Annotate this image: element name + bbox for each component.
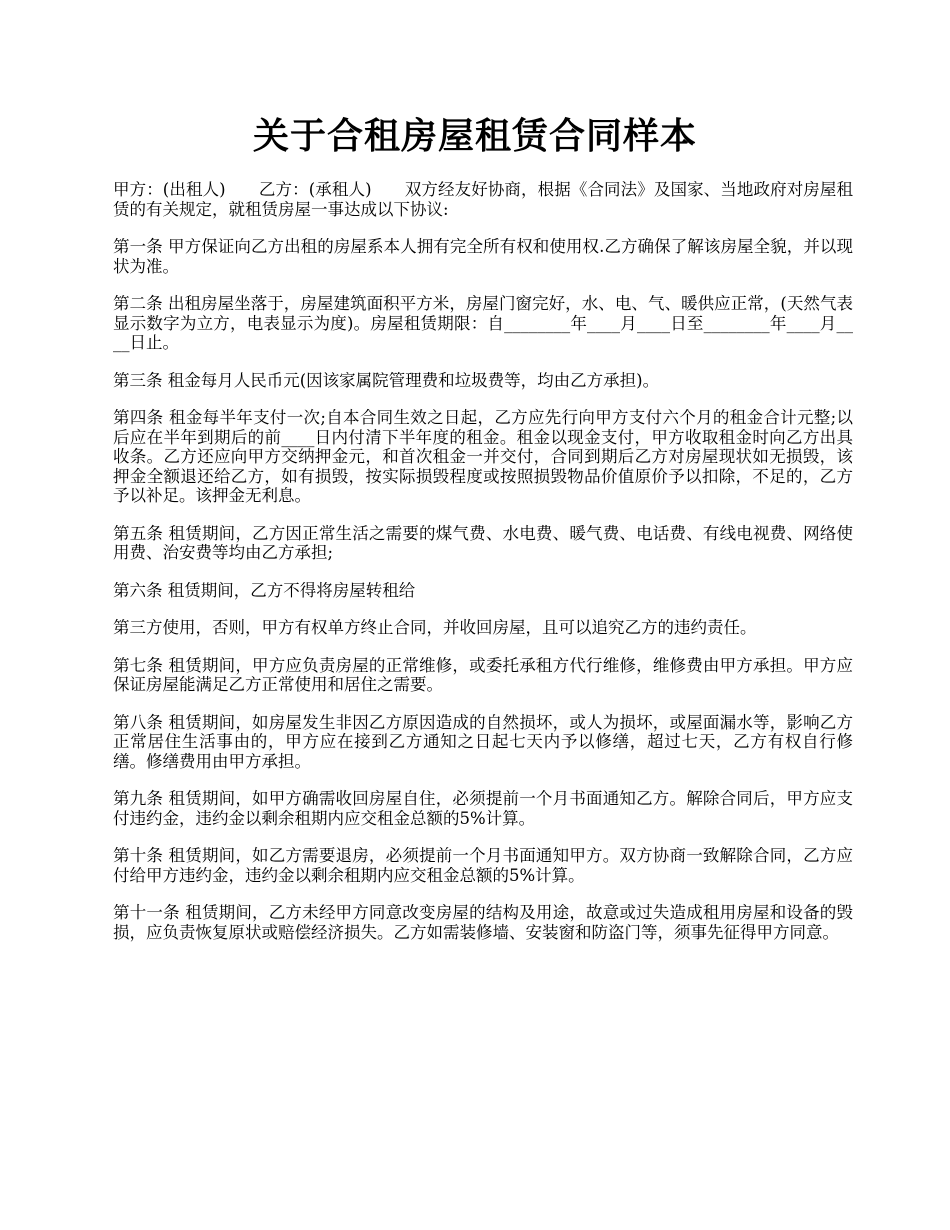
document-body [113,180,853,960]
paragraph-article-6: 第六条 租赁期间，乙方不得将房屋转租给 [113,580,416,600]
paragraph-preamble: 甲方：(出租人) 乙方：(承租人) 双方经友好协商，根据《合同法》及国家、当地政府对房屋租赁的有关规定，就租赁房屋一事达成以下协议: [113,180,853,219]
paragraph-article-4: 第四条 租金每半年支付一次;自本合同生效之日起，乙方应先行向甲方支付六个月的租金合计元整;以后应在半年到期后的前____日内付清下半年度的租金。租金以现金支付，甲方收取租金时向乙方出具收条。乙方还应向甲方交纳押金元，和首次租金一并交付，合同到期后乙方对房屋现状如无损毁，该押金全额退还给乙方，如有损毁，按实际损毁程度或按照损毁物品价值原价予以扣除，不足的，乙方予以补足。该押金无利息。 [113,408,853,505]
paragraph-article-6-continued: 第三方使用，否则，甲方有权单方终止合同，并收回房屋，且可以追究乙方的违约责任。 [113,618,757,637]
paragraph-article-10: 第十条 租赁期间，如乙方需要退房，必须提前一个月书面通知甲方。双方协商一致解除合同，乙方应付给甲方违约金，违约金以剩余租期内应交租金总额的5%计算。 [113,846,853,885]
document-title: 关于合租房屋租赁合同样本 [252,115,697,157]
paragraph-article-5: 第五条 租赁期间，乙方因正常生活之需要的煤气费、水电费、暖气费、电话费、有线电视费、网络使用费、治安费等均由乙方承担; [113,523,853,562]
paragraph-article-9: 第九条 租赁期间，如甲方确需收回房屋自住，必须提前一个月书面通知乙方。解除合同后，甲方应支付违约金，违约金以剩余租期内应交租金总额的5%计算。 [113,789,853,828]
paragraph-article-3: 第三条 租金每月人民币元(因该家属院管理费和垃圾费等，均由乙方承担)。 [113,370,660,390]
paragraph-article-2: 第二条 出租房屋坐落于，房屋建筑面积平方米，房屋门窗完好，水、电、气、暖供应正常，(天然气表显示数字为立方，电表显示为度)。房屋租赁期限：自________年____月____日至________年____月____日止。 [113,294,853,352]
paragraph-article-11: 第十一条 租赁期间，乙方未经甲方同意改变房屋的结构及用途，故意或过失造成租用房屋和设备的毁损，应负责恢复原状或赔偿经济损失。乙方如需装修墙、安装窗和防盗门等，须事先征得甲方同意。 [113,903,853,942]
paragraph-article-1: 第一条 甲方保证向乙方出租的房屋系本人拥有完全所有权和使用权.乙方确保了解该房屋全貌，并以现状为准。 [113,237,853,276]
paragraph-article-7: 第七条 租赁期间，甲方应负责房屋的正常维修，或委托承租方代行维修，维修费由甲方承担。甲方应保证房屋能满足乙方正常使用和居住之需要。 [113,655,853,694]
paragraph-article-8: 第八条 租赁期间，如房屋发生非因乙方原因造成的自然损坏，或人为损坏，或屋面漏水等，影响乙方正常居住生活事由的，甲方应在接到乙方通知之日起七天内予以修缮，超过七天，乙方有权自行修缮。修缮费用由甲方承担。 [113,712,853,771]
